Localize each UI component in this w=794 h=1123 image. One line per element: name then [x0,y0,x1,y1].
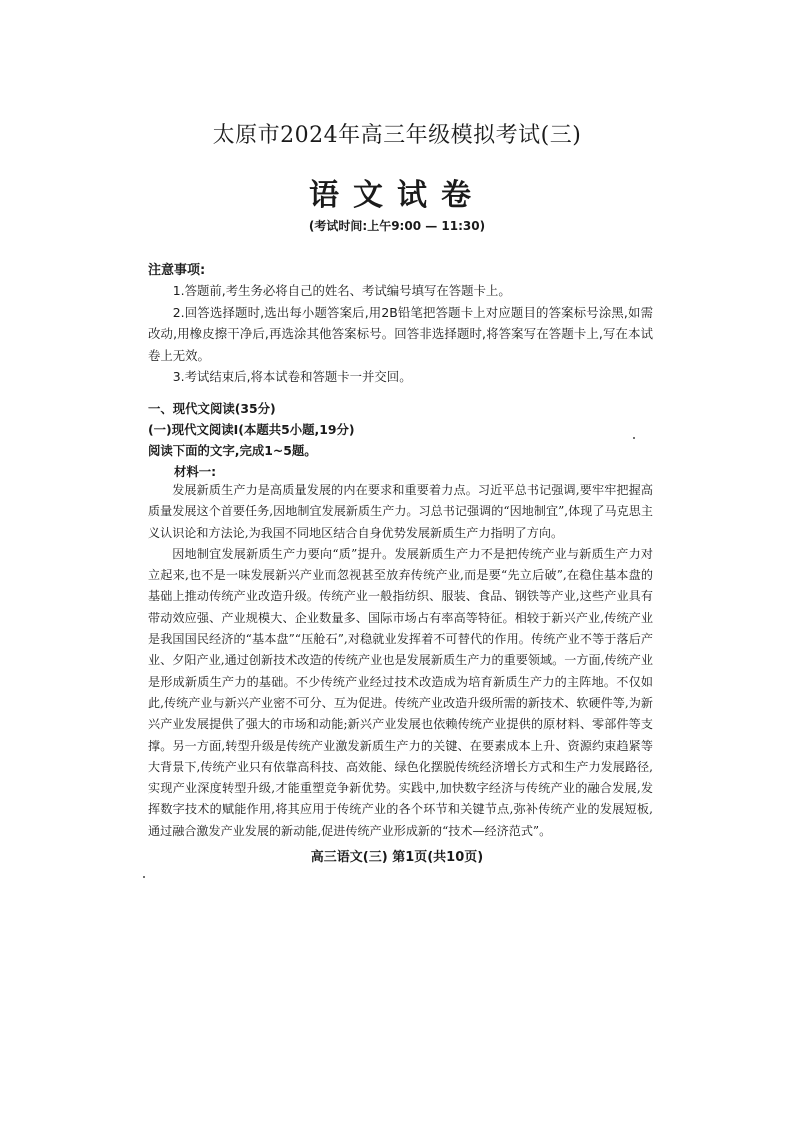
section-subheading: (一)现代文阅读Ⅰ(本题共5小题,19分) [148,422,355,437]
notes-list [148,280,653,388]
material-label: 材料一: [174,464,217,479]
passage-paragraph: 发展新质生产力是高质量发展的内在要求和重要着力点。习近平总书记强调,要牢牢把握高质量发展这个首要任务,因地制宜发展新质生产力。习总书记强调的“因地制宜”,体现了马克思主义认识论和方法论,为我国不同地区结合自身优势发展新质生产力指明了方向。 [148,483,653,540]
subject-title: 语文试卷 [309,178,485,213]
exam-title: 太原市2024年高三年级模拟考试(三) [212,123,582,148]
scan-speck [633,437,635,439]
section-instruction: 阅读下面的文字,完成1~5题。 [148,443,317,458]
section-header [148,398,653,482]
scan-speck [143,876,145,878]
reading-passage [148,480,653,842]
note-item: 2.回答选择题时,选出每小题答案后,用2B铅笔把答题卡上对应题目的答案标号涂黑,如需改动,用橡皮擦干净后,再选涂其他答案标号。回答非选择题时,将答案写在答题卡上,写在本试卷上无效。 [148,304,653,363]
note-item: 1.答题前,考生务必将自己的姓名、考试编号填写在答题卡上。 [172,283,511,298]
passage-paragraph: 因地制宜发展新质生产力要向“质”提升。发展新质生产力不是把传统产业与新质生产力对立起来,也不是一味发展新兴产业而忽视甚至放弃传统产业,而是要“先立后破”,在稳住基本盘的基础上推动传统产业改造升级。传统产业一般指纺织、服装、食品、钢铁等产业,这些产业具有带动效应强、产业规模大、企业数量多、国际市场占有率高等特征。相较于新兴产业,传统产业是我国国民经济的“基本盘”“压舱石”,对稳就业发挥着不可替代的作用。传统产业不等于落后产业、夕阳产业,通过创新技术改造的传统产业也是发展新质生产力的重要领域。一方面,传统产业是形成新质生产力的基础。不少传统产业经过技术改造成为培育新质生产力的主阵地。不仅如此,传统产业与新兴产业密不可分、互为促进。传统产业改造升级所需的新技术、软硬件等,为新兴产业发展提供了强大的市场和动能;新兴产业发展也依赖传统产业提供的原材料、零部件等支撑。另一方面,转型升级是传统产业激发新质生产力的关键、在要素成本上升、资源约束趋紧等大背景下,传统产业只有依靠高科技、高效能、绿色化摆脱传统经济增长方式和生产力发展路径,实现产业深度转型升级,才能重塑竞争新优势。实践中,加快数字经济与传统产业的融合发展,发挥数字技术的赋能作用,将其应用于传统产业的各个环节和关键节点,弥补传统产业的发展短板,通过融合激发产业发展的新动能,促进传统产业形成新的“技术—经济范式”。 [148,546,653,838]
exam-time: (考试时间:上午9:00 — 11:30) [308,219,486,233]
note-item: 3.考试结束后,将本试卷和答题卡一并交回。 [172,369,412,384]
section-heading: 一、现代文阅读(35分) [148,401,276,416]
page-footer: 高三语文(三) 第1页(共10页) [310,850,484,865]
notes-heading: 注意事项: [148,263,206,278]
